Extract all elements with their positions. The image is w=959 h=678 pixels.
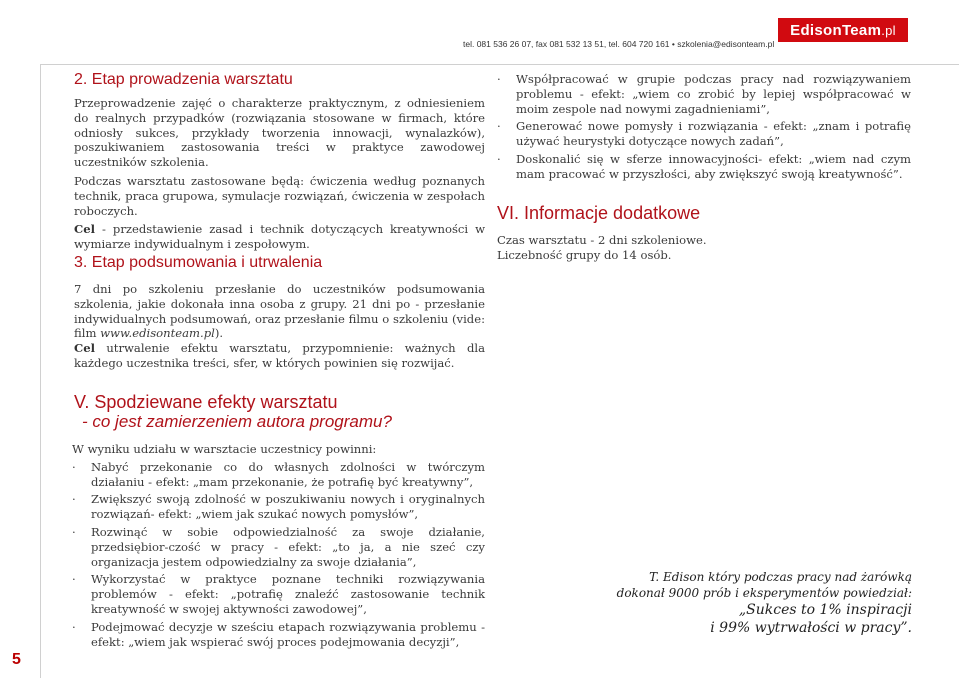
list-item-text: Podejmować decyzje w sześciu etapach rozwiązywania problemu - efekt: „wiem jak wspierać swój proces podejmowania decyzji”, [91,619,485,649]
left-column [74,70,485,252]
contact-info: tel. 081 536 26 07, fax 081 532 13 51, tel. 604 720 161 • szkolenia@edisonteam.pl [463,39,775,49]
section-3-text-a: 7 dni po szkoleniu przesłanie do uczestników podsumowania szkolenia, jakie dokonała inna osoba z grupy. 21 dni po - przesłanie indywidualnych podsumowań, oraz przesłanie filmu o szkoleniu (vide: film [74,282,485,341]
quote-line-1: „Sukces to 1% inspiracji [738,602,912,618]
list-item-text: Wykorzystać w praktyce poznane techniki rozwiązywania problemów - efekt: „potrafię znaleźć zastosowanie technik kreatywność w swojej aktywności zawodowej”, [91,572,485,616]
edisonteam-logo [778,18,908,42]
list-item: · Zwiększyć swoją zdolność w poszukiwaniu nowych i oryginalnych rozwiązań- efekt: „wiem jak szukać nowych pomysłów”, [72,492,485,522]
list-item: · Generować nowe pomysły i rozwiązania - efekt: „znam i potrafię używać heurystyki dotyczące nowych zadań”, [497,119,911,149]
group-size-info: Liczebność grupy do 14 osób. [497,247,672,262]
list-item-text: Zwiększyć swoją zdolność w poszukiwaniu nowych i oryginalnych rozwiązań- efekt: „wiem jak szukać nowych pomysłów”, [91,492,485,522]
list-item: · Współpracować w grupie podczas pracy nad rozwiązywaniem problemu - efekt: „wiem co zrobić by lepiej współpracować w moim zespole nad nowymi zagadnieniami”, [497,72,911,116]
duration-info: Czas warsztatu - 2 dni szkoleniowe. [497,233,707,247]
list-item: · Nabyć przekonanie co do własnych zdolności w twórczym działaniu - efekt: „mam przekonanie, że potrafię być kreatywny”, [72,459,485,489]
list-item-text: Nabyć przekonanie co do własnych zdolności w twórczym działaniu - efekt: „mam przekonanie, że potrafię być kreatywny”, [91,459,485,489]
section-5 [74,393,485,652]
quote-intro-1: T. Edison który podczas pracy nad żarówką [649,570,912,584]
section-5-intro: W wyniku udziału w warsztacie uczestnicy powinni: [72,442,377,456]
list-item: · Wykorzystać w praktyce poznane techniki rozwiązywania problemów - efekt: „potrafię znaleźć zastosowanie technik kreatywność w swojej aktywności zawodowej”, [72,572,485,616]
section-3-title: 3. Etap podsumowania i utrwalenia [74,254,323,271]
section-2-title: 2. Etap prowadzenia warsztatu [74,71,293,88]
goal-label-2: Cel [74,341,96,356]
quote-line-2: i 99% wytrwałości w pracy”. [710,620,912,636]
right-column [497,72,911,185]
goal-label: Cel [74,222,96,237]
section-6-title: VI. Informacje dodatkowe [497,203,701,223]
edison-quote [617,569,912,637]
list-item-text: Doskonalić się w sferze innowacyjności- efekt: „wiem nad czym mam pracować w przyszłości, aby zwiększyć swoją kreatywność”. [516,151,911,181]
goal-text-2: utrwalenie efektu warsztatu, przypomnienie: ważnych dla każdego uczestnika treści, sfer, w których powinien się rozwijać. [74,341,485,370]
list-item: · Podejmować decyzje w sześciu etapach rozwiązywania problemu - efekt: „wiem jak wspierać swój proces podejmowania decyzji”, [72,619,485,649]
section-3 [74,253,485,371]
list-item-text: Generować nowe pomysły i rozwiązania - efekt: „znam i potrafię używać heurystyki dotyczące nowych zadań”, [516,119,911,149]
margin-divider [40,64,41,678]
section-3-text-b: ). [214,326,224,341]
logo-text: EdisonTeam [790,21,882,39]
quote-intro-2: dokonał 9000 prób i eksperymentów powiedział: [616,586,912,600]
list-item-text: Rozwinąć w sobie odpowiedzialność za swoje działanie, przedsiębior-czość w pracy - efekt: „to ja, a nie szeć czy organizacja jestem odpowiedzialny za swoje działania”, [91,524,485,569]
goal-text: - przedstawienie zasad i technik dotyczących kreatywności w wymiarze indywidualnym i zespołowym. [74,222,485,252]
list-item: · Rozwinąć w sobie odpowiedzialność za swoje działanie, przedsiębior-czość w pracy - efekt: „to ja, a nie szeć czy organizacja jestem odpowiedzialny za swoje działania”, [72,524,485,569]
list-item: · Doskonalić się w sferze innowacyjności- efekt: „wiem nad czym mam pracować w przyszłości, aby zwiększyć swoją kreatywność”. [497,151,911,181]
section-2-paragraph-1: Przeprowadzenie zajęć o charakterze praktycznym, z odniesieniem do realnych przypadków (rozwiązania stosowane w firmach, które odniosły sukces, przykłady tworzenia innowacji, wynalazków), poszukiwaniem zastosowania treści w praktyce zawodowej uczestników szkolenia. [74,96,485,170]
website-reference: www.edisonteam.pl [100,326,215,341]
section-5-title: V. Spodziewane efekty warsztatu [74,392,338,412]
page-number: 5 [12,651,21,668]
header-divider [40,64,959,65]
section-2-paragraph-3 [74,222,485,252]
section-2-paragraph-2: Podczas warsztatu zastosowane będą: ćwiczenia według poznanych technik, praca grupowa, symulacje rozwiązań, ćwiczenia w zespołach roboczych. [74,173,485,218]
section-3-paragraph-2 [74,341,485,371]
section-5-subtitle: - co jest zamierzeniem autora programu? [82,412,392,431]
effects-list [72,460,485,650]
section-6 [497,204,911,263]
list-item-text: Współpracować w grupie podczas pracy nad rozwiązywaniem problemu - efekt: „wiem co zrobić by lepiej współpracować w moim zespole nad nowymi zagadnieniami”, [516,72,911,116]
logo-suffix: .pl [881,22,896,38]
section-3-paragraph-1 [74,282,485,341]
